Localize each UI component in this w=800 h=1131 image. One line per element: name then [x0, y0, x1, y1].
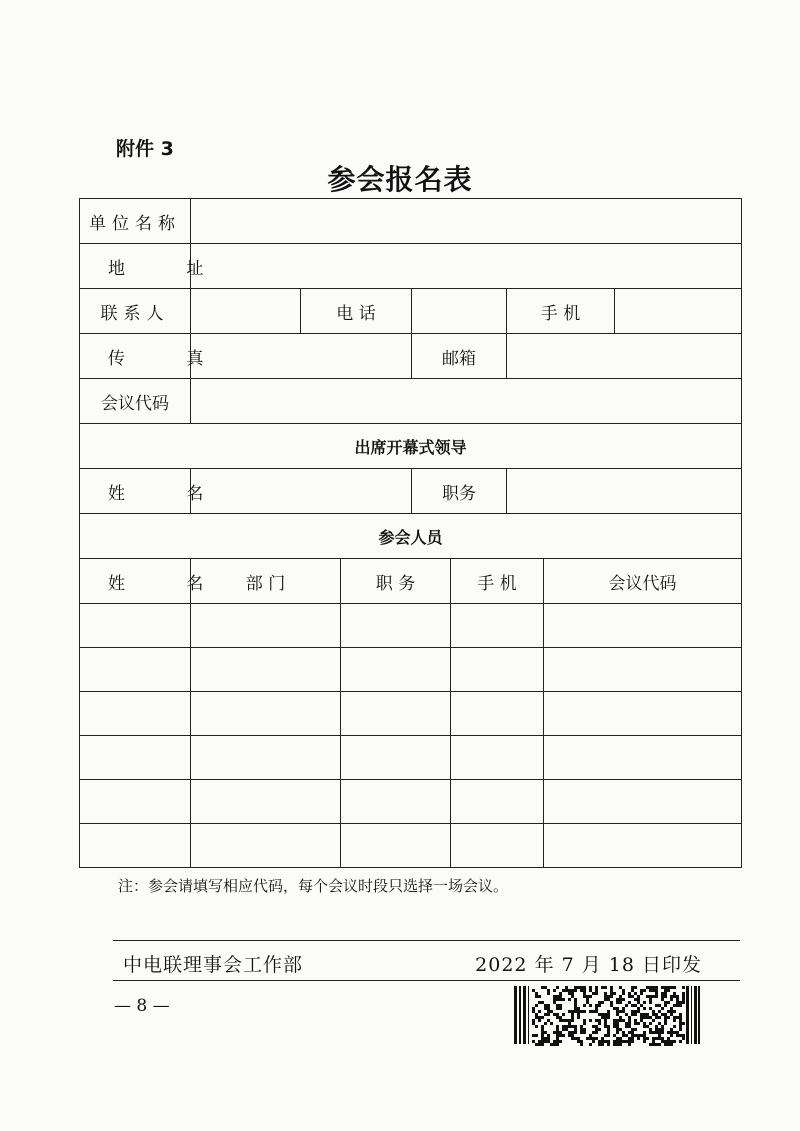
- address-row: [80, 244, 742, 289]
- contact-row: [80, 289, 742, 334]
- leader-row: [80, 469, 742, 514]
- meeting-code-row: [80, 379, 742, 424]
- address-label: 地 址: [80, 244, 191, 289]
- attendee-row: [80, 692, 742, 736]
- column-header-meeting-code: 会议代码: [544, 559, 742, 604]
- attendee-name-cell[interactable]: [80, 648, 191, 692]
- form-note: 注：参会请填写相应代码，每个会议时段只选择一场会议。: [118, 877, 509, 895]
- registration-form-table: [79, 198, 742, 868]
- mobile-label: 手 机: [507, 289, 615, 334]
- attendee-meeting-code-cell[interactable]: [544, 648, 742, 692]
- issue-date: 2022 年 7 月 18 日印发: [475, 954, 702, 976]
- attendee-position-cell[interactable]: [341, 604, 451, 648]
- attendee-mobile-cell[interactable]: [451, 604, 544, 648]
- attendee-mobile-cell[interactable]: [451, 648, 544, 692]
- leader-section-heading: 出席开幕式领导: [80, 424, 742, 469]
- fax-email-row: [80, 334, 742, 379]
- attendee-meeting-code-cell[interactable]: [544, 780, 742, 824]
- mobile-field[interactable]: [615, 289, 742, 334]
- attendee-row: [80, 604, 742, 648]
- attendee-name-cell[interactable]: [80, 824, 191, 868]
- phone-label: 电 话: [301, 289, 412, 334]
- attendee-row: [80, 736, 742, 780]
- attendee-row: [80, 780, 742, 824]
- leader-position-label: 职务: [412, 469, 507, 514]
- column-header-department: 部 门: [191, 559, 341, 604]
- attendee-name-cell[interactable]: [80, 780, 191, 824]
- attendee-department-cell[interactable]: [191, 824, 341, 868]
- column-header-mobile: 手 机: [451, 559, 544, 604]
- attendee-department-cell[interactable]: [191, 604, 341, 648]
- attendee-mobile-cell[interactable]: [451, 692, 544, 736]
- attendee-header-row: [80, 559, 742, 604]
- contact-field[interactable]: [191, 289, 301, 334]
- attendee-position-cell[interactable]: [341, 780, 451, 824]
- attendee-meeting-code-cell[interactable]: [544, 604, 742, 648]
- attendees-section-row: [80, 514, 742, 559]
- issuer-name: 中电联理事会工作部: [123, 954, 304, 976]
- form-title: 参会报名表: [327, 163, 473, 196]
- qr-barcode-icon: [514, 986, 700, 1044]
- unit-name-field[interactable]: [191, 199, 742, 244]
- meeting-code-label: 会议代码: [80, 379, 191, 424]
- column-header-position: 职 务: [341, 559, 451, 604]
- attendee-row: [80, 648, 742, 692]
- attendee-mobile-cell[interactable]: [451, 824, 544, 868]
- attendee-position-cell[interactable]: [341, 736, 451, 780]
- attendee-meeting-code-cell[interactable]: [544, 736, 742, 780]
- attendee-name-cell[interactable]: [80, 604, 191, 648]
- attendee-mobile-cell[interactable]: [451, 780, 544, 824]
- attendee-department-cell[interactable]: [191, 692, 341, 736]
- attendee-mobile-cell[interactable]: [451, 736, 544, 780]
- attendee-meeting-code-cell[interactable]: [544, 824, 742, 868]
- leader-position-field[interactable]: [507, 469, 742, 514]
- email-field[interactable]: [507, 334, 742, 379]
- column-header-name: 姓 名: [80, 559, 191, 604]
- attendee-name-cell[interactable]: [80, 692, 191, 736]
- unit-name-label: 单位名称: [80, 199, 191, 244]
- address-field[interactable]: [191, 244, 742, 289]
- fax-label: 传 真: [80, 334, 191, 379]
- attendee-department-cell[interactable]: [191, 780, 341, 824]
- attendee-name-cell[interactable]: [80, 736, 191, 780]
- attendee-department-cell[interactable]: [191, 648, 341, 692]
- footer-bottom-rule: [113, 980, 740, 981]
- unit-name-row: [80, 199, 742, 244]
- meeting-code-field[interactable]: [191, 379, 742, 424]
- leader-name-label: 姓 名: [80, 469, 191, 514]
- contact-label: 联系人: [80, 289, 191, 334]
- attendee-position-cell[interactable]: [341, 692, 451, 736]
- attendee-meeting-code-cell[interactable]: [544, 692, 742, 736]
- phone-field[interactable]: [412, 289, 507, 334]
- email-label: 邮箱: [412, 334, 507, 379]
- page-number: — 8 —: [114, 996, 170, 1016]
- attendees-section-heading: 参会人员: [80, 514, 742, 559]
- attendee-row: [80, 824, 742, 868]
- attendee-position-cell[interactable]: [341, 824, 451, 868]
- attendee-position-cell[interactable]: [341, 648, 451, 692]
- attachment-label: 附件 3: [116, 138, 174, 160]
- footer-top-rule: [113, 940, 740, 941]
- leader-section-row: [80, 424, 742, 469]
- attendee-department-cell[interactable]: [191, 736, 341, 780]
